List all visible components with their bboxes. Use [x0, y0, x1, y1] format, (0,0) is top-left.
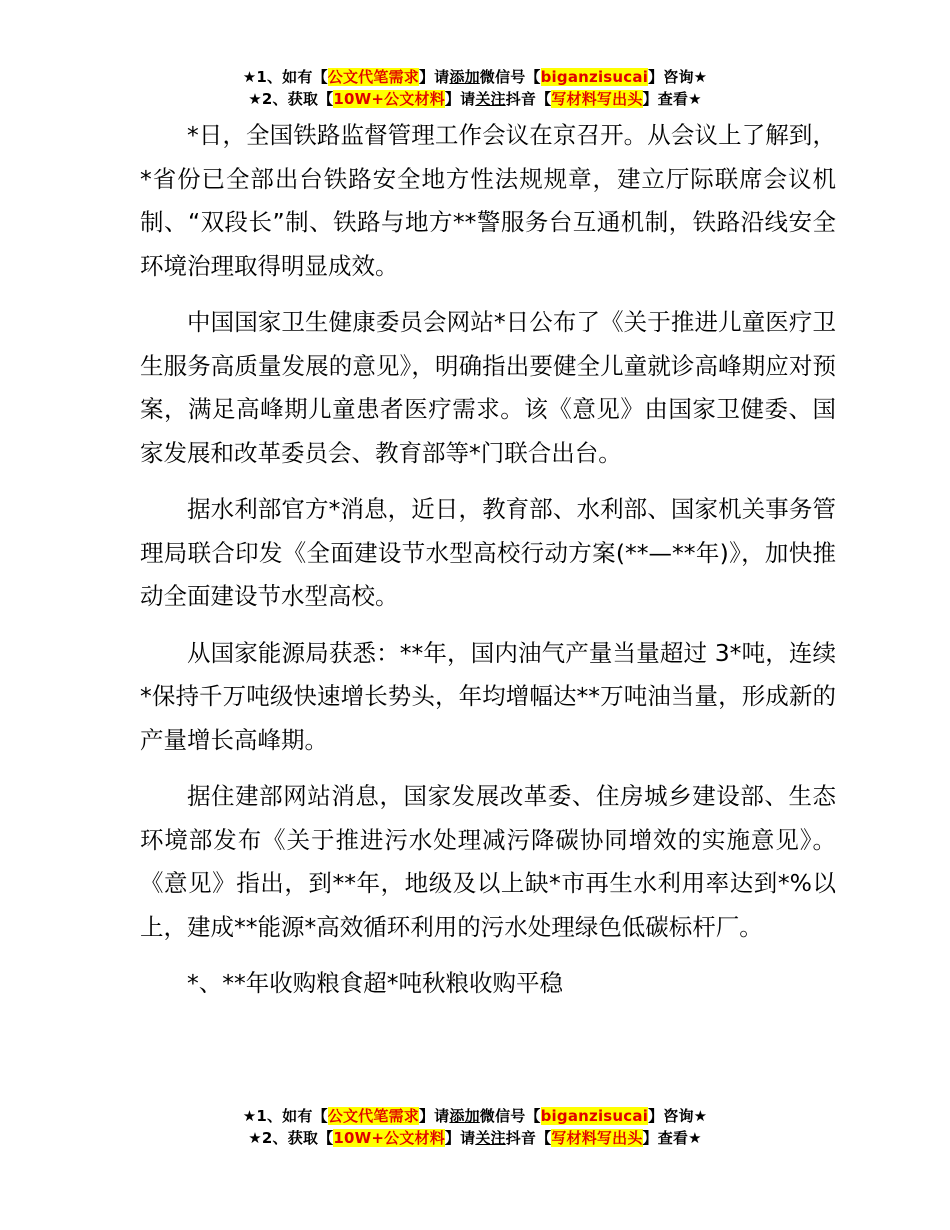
banner-text: 】请	[418, 1107, 450, 1125]
paragraph-water-saving-campus: 据水利部官方*消息，近日，教育部、水利部、国家机关事务管理局联合印发《全面建设节水型高校行动方案(**—**年)》，加快推动全面建设节水型高校。	[140, 495, 836, 610]
banner-text: 】咨询★	[648, 1107, 708, 1125]
banner-text: 抖音【	[505, 90, 552, 108]
banner-text: 微信号【	[479, 68, 541, 86]
banner-text: 】请	[444, 90, 476, 108]
header-banner	[0, 66, 950, 110]
banner-text: 】请	[418, 68, 450, 86]
header-banner-line-1	[0, 66, 950, 88]
banner-text: 】咨询★	[648, 68, 708, 86]
banner-text: 】查看★	[642, 90, 702, 108]
underlined-add: 添加	[449, 1107, 480, 1125]
highlight-materials: 10W+公文材料	[333, 1129, 445, 1147]
underlined-add: 添加	[449, 68, 480, 86]
footer-banner	[0, 1105, 950, 1149]
paragraph-child-healthcare: 中国国家卫生健康委员会网站*日公布了《关于推进儿童医疗卫生服务高质量发展的意见》，明确指出要健全儿童就诊高峰期应对预案，满足高峰期儿童患者医疗需求。该《意见》由国家卫健委、国家发展和改革委员会、教育部等*门联合出台。	[140, 308, 836, 467]
paragraph-sewage-treatment: 据住建部网站消息，国家发展改革委、住房城乡建设部、生态环境部发布《关于推进污水处理减污降碳协同增效的实施意见》。《意见》指出，到**年，地级及以上缺*市再生水利用率达到*%以上，建成**能源*高效循环利用的污水处理绿色低碳标杆厂。	[140, 782, 836, 941]
underlined-follow: 关注	[475, 90, 506, 108]
banner-text: 】查看★	[642, 1129, 702, 1147]
footer-banner-line-2	[0, 1127, 950, 1149]
underlined-follow: 关注	[475, 1129, 506, 1147]
highlight-douyin-account: 写材料写出头	[551, 1129, 643, 1147]
highlight-ghostwriting: 公文代笔需求	[327, 68, 419, 86]
banner-text: ★1、如有【	[242, 68, 328, 86]
banner-text: ★2、获取【	[248, 90, 334, 108]
highlight-wechat-id: biganzisucai	[540, 68, 649, 86]
footer-banner-line-1	[0, 1105, 950, 1127]
header-banner-line-2	[0, 88, 950, 110]
document-body	[140, 114, 836, 1019]
paragraph-grain-purchase-heading: *、**年收购粮食超*吨秋粮收购平稳	[187, 969, 563, 997]
banner-text: ★1、如有【	[242, 1107, 328, 1125]
banner-text: 】请	[444, 1129, 476, 1147]
paragraph-railway: *日，全国铁路监督管理工作会议在京召开。从会议上了解到，*省份已全部出台铁路安全地方性法规规章，建立厅际联席会议机制、“双段长”制、铁路与地方**警服务台互通机制，铁路沿线安全环境治理取得明显成效。	[140, 121, 836, 280]
highlight-materials: 10W+公文材料	[333, 90, 445, 108]
highlight-douyin-account: 写材料写出头	[551, 90, 643, 108]
paragraph-oil-gas-output: 从国家能源局获悉：**年，国内油气产量当量超过 3*吨，连续*保持千万吨级快速增长势头，年均增幅达**万吨油当量，形成新的产量增长高峰期。	[140, 638, 836, 754]
highlight-wechat-id: biganzisucai	[540, 1107, 649, 1125]
highlight-ghostwriting: 公文代笔需求	[327, 1107, 419, 1125]
banner-text: 微信号【	[479, 1107, 541, 1125]
banner-text: ★2、获取【	[248, 1129, 334, 1147]
banner-text: 抖音【	[505, 1129, 552, 1147]
